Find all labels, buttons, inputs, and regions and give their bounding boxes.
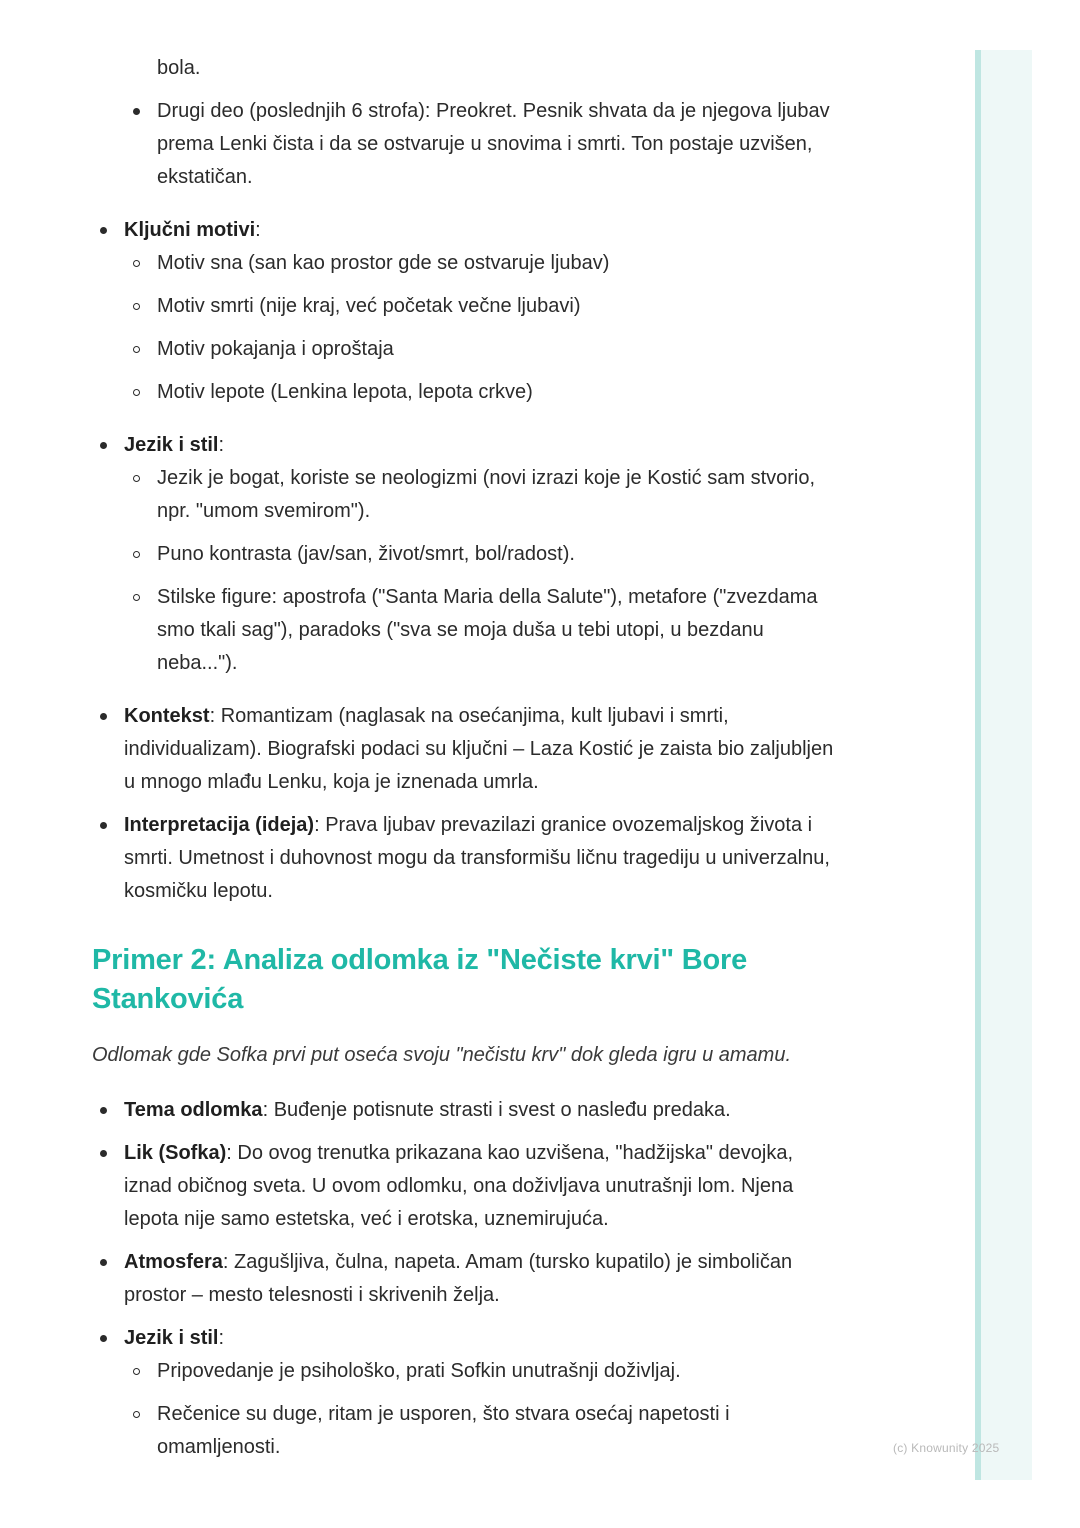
motivi-sublist	[92, 247, 837, 409]
sublist-item: Motiv smrti (nije kraj, već početak večne ljubavi)	[124, 290, 837, 323]
label-jezik-i-stil-2: Jezik i stil	[124, 1327, 219, 1349]
label-kontekst: Kontekst	[124, 705, 210, 727]
jezik-sublist	[92, 462, 837, 680]
list-item-drugi-deo: Drugi deo (poslednjih 6 strofa): Preokret. Pesnik shvata da je njegova ljubav prema Lenki čista i da se ostvaruje u snovima i smrti. Ton postaje uzvišen, ekstatičan.	[124, 95, 837, 194]
text-lik: Do ovog trenutka prikazana kao uzvišena, "hadžijska" devojka, iznad običnog sveta. U ovom odlomku, ona doživljava unutrašnji lom. Njena lepota nije samo estetska, već i erotska, uznemirujuća.	[124, 1142, 794, 1230]
analysis-list-2	[92, 1094, 837, 1464]
sublist-item: Motiv lepote (Lenkina lepota, lepota crkve)	[124, 376, 837, 409]
text-interpretacija: Prava ljubav prevazilazi granice ovozemaljskog života i smrti. Umetnost i duhovnost mogu da transformišu ličnu tragediju u univerzalnu, kosmičku lepotu.	[124, 814, 830, 902]
text-kontekst: Romantizam (naglasak na osećanjima, kult ljubavi i smrti, individualizam). Biografski podaci su ključni – Laza Kostić je zaista bio zaljubljen u mnogo mlađu Lenku, koja je iznenada umrla.	[124, 705, 834, 793]
list-item-interpretacija: Interpretacija (ideja): Prava ljubav prevazilazi granice ovozemaljskog života i smrti. Umetnost i duhovnost mogu da transformišu ličnu tragediju u univerzalnu, kosmičku lepotu.	[92, 809, 837, 908]
sublist-item: Rečenice su duge, ritam je usporen, što stvara osećaj napetosti i omamljenosti.	[124, 1398, 837, 1464]
continued-line: bola.	[157, 57, 201, 79]
sublist-item: Jezik je bogat, koriste se neologizmi (novi izrazi koje je Kostić sam stvorio, npr. "umom svemirom").	[124, 462, 837, 528]
label-motivi: Ključni motivi	[124, 219, 256, 241]
section-heading-primer-2: Primer 2: Analiza odlomka iz "Nečiste krvi" Bore Stankovića	[92, 944, 748, 1015]
label-lik: Lik (Sofka)	[124, 1142, 227, 1164]
list-item-jezik-i-stil-2: Jezik i stil: Pripovedanje je psihološko, prati Sofkin unutrašnji doživljaj. Rečenice su duge, ritam je usporen, što stvara osećaj napetosti i omamljenosti.	[92, 1322, 837, 1464]
sublist-item: Stilske figure: apostrofa ("Santa Maria della Salute"), metafore ("zvezdama smo tkali sag"), paradoks ("sva se moja duša u tebi utopi, u bezdanu neba...").	[124, 581, 837, 680]
label-tema: Tema odlomka	[124, 1099, 263, 1121]
analysis-list-1	[92, 214, 837, 908]
sublist-item: Motiv pokajanja i oproštaja	[124, 333, 837, 366]
sublist-item: Motiv sna (san kao prostor gde se ostvaruje ljubav)	[124, 247, 837, 280]
sublist-item: Pripovedanje je psihološko, prati Sofkin unutrašnji doživljaj.	[124, 1355, 837, 1388]
list-item-motivi: Ključni motivi: Motiv sna (san kao prostor gde se ostvaruje ljubav) Motiv smrti (nije kraj, već početak večne ljubavi) Motiv pokajanja i oproštaja Motiv lepote (Lenkina lepota, lepota crkve)	[92, 214, 837, 409]
side-panel	[975, 50, 1032, 1480]
side-panel-bar	[975, 50, 981, 1480]
list-item-atmosfera: Atmosfera: Zagušljiva, čulna, napeta. Amam (tursko kupatilo) je simboličan prostor – mesto telesnosti i skrivenih želja.	[92, 1246, 837, 1312]
document-body	[92, 52, 837, 1464]
list-item-kontekst: Kontekst: Romantizam (naglasak na osećanjima, kult ljubavi i smrti, individualizam). Biografski podaci su ključni – Laza Kostić je zaista bio zaljubljen u mnogo mlađu Lenku, koja je iznenada umrla.	[92, 700, 837, 799]
label-interpretacija: Interpretacija (ideja)	[124, 814, 315, 836]
text-atmosfera: Zagušljiva, čulna, napeta. Amam (tursko kupatilo) je simboličan prostor – mesto telesnosti i skrivenih želja.	[124, 1251, 793, 1306]
watermark: (c) Knowunity 2025	[893, 1441, 1000, 1455]
sublist-item: Puno kontrasta (jav/san, život/smrt, bol/radost).	[124, 538, 837, 571]
text-tema: Buđenje potisnute strasti i svest o nasleđu predaka.	[273, 1099, 731, 1121]
section-intro: Odlomak gde Sofka prvi put oseća svoju "nečistu krv" dok gleda igru u amamu.	[92, 1044, 791, 1066]
continued-text	[92, 52, 837, 85]
list-item-jezik-i-stil: Jezik i stil: Jezik je bogat, koriste se neologizmi (novi izrazi koje je Kostić sam stvorio, npr. "umom svemirom"). Puno kontrasta (jav/san, život/smrt, bol/radost). Stilske figure: apostrofa ("Santa Maria della Salute"), metafore ("zvezdama smo tkali sag"), paradoks ("sva se moja duša u tebi utopi, u bezdanu neba...").	[92, 429, 837, 680]
list-item-tema: Tema odlomka: Buđenje potisnute strasti i svest o nasleđu predaka.	[92, 1094, 837, 1127]
list-item-lik: Lik (Sofka): Do ovog trenutka prikazana kao uzvišena, "hadžijska" devojka, iznad običnog sveta. U ovom odlomku, ona doživljava unutrašnji lom. Njena lepota nije samo estetska, već i erotska, uznemirujuća.	[92, 1137, 837, 1236]
label-atmosfera: Atmosfera	[124, 1251, 223, 1273]
label-jezik-i-stil: Jezik i stil	[124, 434, 219, 456]
continued-sublist	[92, 95, 837, 194]
jezik2-sublist	[92, 1355, 837, 1464]
